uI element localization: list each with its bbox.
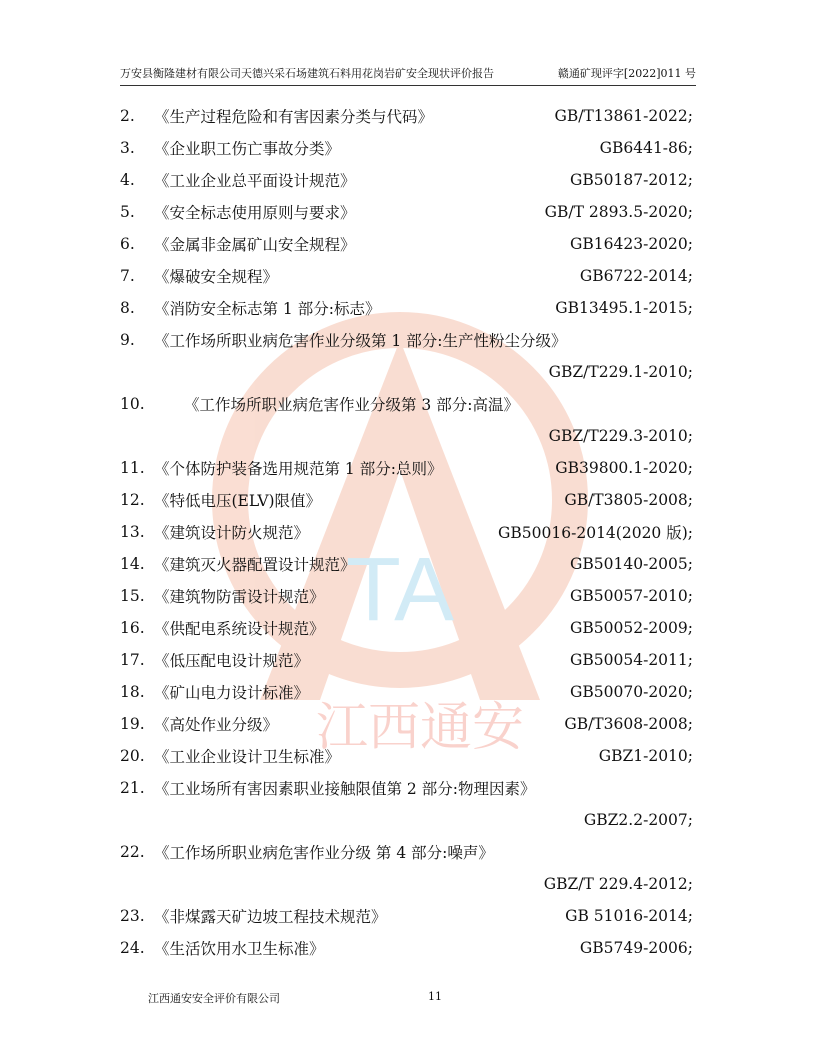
item-title: 《矿山电力设计标准》 — [154, 684, 310, 702]
list-item — [120, 612, 693, 644]
list-item — [120, 100, 693, 132]
item-number: 19. — [120, 715, 145, 733]
item-code: GB/T3805-2008; — [564, 491, 693, 509]
item-code: GB6441-86; — [599, 139, 693, 157]
watermark-text: 江西通安 — [315, 698, 525, 758]
list-item — [120, 516, 693, 548]
item-number: 22. — [120, 843, 145, 861]
item-code: GB16423-2020; — [570, 235, 693, 253]
list-item — [120, 836, 693, 868]
item-number: 9. — [120, 331, 135, 349]
list-item — [120, 740, 693, 772]
item-code: GB/T13861-2022; — [554, 107, 693, 125]
list-item — [120, 548, 693, 580]
list-item — [120, 484, 693, 516]
item-title: 《消防安全标志第 1 部分:标志》 — [154, 300, 381, 318]
watermark-letters: TA — [345, 540, 455, 640]
list-item — [120, 292, 693, 324]
item-number: 18. — [120, 683, 145, 701]
standards-list — [120, 100, 693, 964]
item-number: 20. — [120, 747, 145, 765]
item-title: 《建筑设计防火规范》 — [154, 524, 310, 542]
item-title: 《企业职工伤亡事故分类》 — [154, 140, 341, 158]
item-title: 《高处作业分级》 — [154, 716, 279, 734]
item-title: 《工作场所职业病危害作业分级第 1 部分:生产性粉尘分级》 — [154, 332, 567, 350]
item-title: 《建筑物防雷设计规范》 — [154, 588, 325, 606]
item-title: 《特低电压(ELV)限值》 — [154, 492, 322, 510]
item-code: GBZ/T 229.4-2012; — [543, 875, 693, 893]
footer-company: 江西通安安全评价有限公司 — [148, 992, 280, 1005]
item-title: 《供配电系统设计规范》 — [154, 620, 325, 638]
list-item — [120, 324, 693, 356]
item-number: 13. — [120, 523, 145, 541]
item-title: 《非煤露天矿边坡工程技术规范》 — [154, 908, 387, 926]
item-code: GBZ2.2-2007; — [583, 811, 693, 829]
item-number: 23. — [120, 907, 145, 925]
list-item — [120, 164, 693, 196]
item-number: 3. — [120, 139, 135, 157]
item-title: 《生产过程危险和有害因素分类与代码》 — [154, 108, 434, 126]
item-code: GB50187-2012; — [570, 171, 693, 189]
item-title: 《个体防护装备选用规范第 1 部分:总则》 — [154, 460, 443, 478]
item-title: 《建筑灭火器配置设计规范》 — [154, 556, 356, 574]
list-item-continuation — [120, 356, 693, 388]
list-item-continuation — [120, 420, 693, 452]
item-title: 《工作场所职业病危害作业分级第 3 部分:高温》 — [184, 396, 519, 414]
item-code: GB6722-2014; — [579, 267, 693, 285]
list-item — [120, 452, 693, 484]
list-item — [120, 580, 693, 612]
list-item-continuation — [120, 804, 693, 836]
list-item — [120, 676, 693, 708]
item-number: 11. — [120, 459, 145, 477]
list-item-continuation — [120, 868, 693, 900]
item-title: 《工业企业总平面设计规范》 — [154, 172, 356, 190]
list-item — [120, 388, 693, 420]
item-title: 《低压配电设计规范》 — [154, 652, 310, 670]
item-title: 《爆破安全规程》 — [154, 268, 279, 286]
header-report-number: 赣通矿现评字[2022]011 号 — [557, 67, 696, 80]
item-code: GB/T 2893.5-2020; — [544, 203, 693, 221]
item-code: GB13495.1-2015; — [555, 299, 693, 317]
item-code: GB50057-2010; — [570, 587, 693, 605]
item-number: 14. — [120, 555, 145, 573]
item-number: 8. — [120, 299, 135, 317]
item-code: GB50052-2009; — [570, 619, 693, 637]
item-code: GBZ1-2010; — [598, 747, 693, 765]
page-header — [120, 60, 696, 86]
list-item — [120, 900, 693, 932]
list-item — [120, 228, 693, 260]
item-title: 《工作场所职业病危害作业分级 第 4 部分:噪声》 — [154, 844, 494, 862]
item-code: GB50054-2011; — [570, 651, 693, 669]
item-title: 《工业企业设计卫生标准》 — [154, 748, 341, 766]
item-number: 5. — [120, 203, 135, 221]
page-number: 11 — [428, 990, 442, 1003]
list-item — [120, 260, 693, 292]
list-item — [120, 196, 693, 228]
item-title: 《金属非金属矿山安全规程》 — [154, 236, 356, 254]
item-code: GB50016-2014(2020 版); — [498, 524, 693, 542]
item-number: 7. — [120, 267, 135, 285]
item-code: GBZ/T229.3-2010; — [548, 427, 693, 445]
item-code: GB50140-2005; — [570, 555, 693, 573]
item-number: 10. — [120, 395, 145, 413]
list-item — [120, 708, 693, 740]
item-title: 《工业场所有害因素职业接触限值第 2 部分:物理因素》 — [154, 780, 536, 798]
item-code: GB 51016-2014; — [565, 907, 693, 925]
list-item — [120, 644, 693, 676]
item-number: 6. — [120, 235, 135, 253]
list-item — [120, 772, 693, 804]
item-number: 2. — [120, 107, 135, 125]
list-item — [120, 932, 693, 964]
item-title: 《安全标志使用原则与要求》 — [154, 204, 356, 222]
header-report-title: 万安县衡隆建材有限公司天德兴采石场建筑石料用花岗岩矿安全现状评价报告 — [120, 67, 494, 80]
item-code: GBZ/T229.1-2010; — [548, 363, 693, 381]
item-number: 12. — [120, 491, 145, 509]
item-number: 4. — [120, 171, 135, 189]
item-code: GB39800.1-2020; — [555, 459, 693, 477]
item-number: 16. — [120, 619, 145, 637]
item-number: 24. — [120, 939, 145, 957]
list-item — [120, 132, 693, 164]
item-code: GB/T3608-2008; — [564, 715, 693, 733]
item-code: GB5749-2006; — [579, 939, 693, 957]
item-number: 15. — [120, 587, 145, 605]
item-number: 21. — [120, 779, 145, 797]
item-code: GB50070-2020; — [570, 683, 693, 701]
item-title: 《生活饮用水卫生标准》 — [154, 940, 325, 958]
item-number: 17. — [120, 651, 145, 669]
